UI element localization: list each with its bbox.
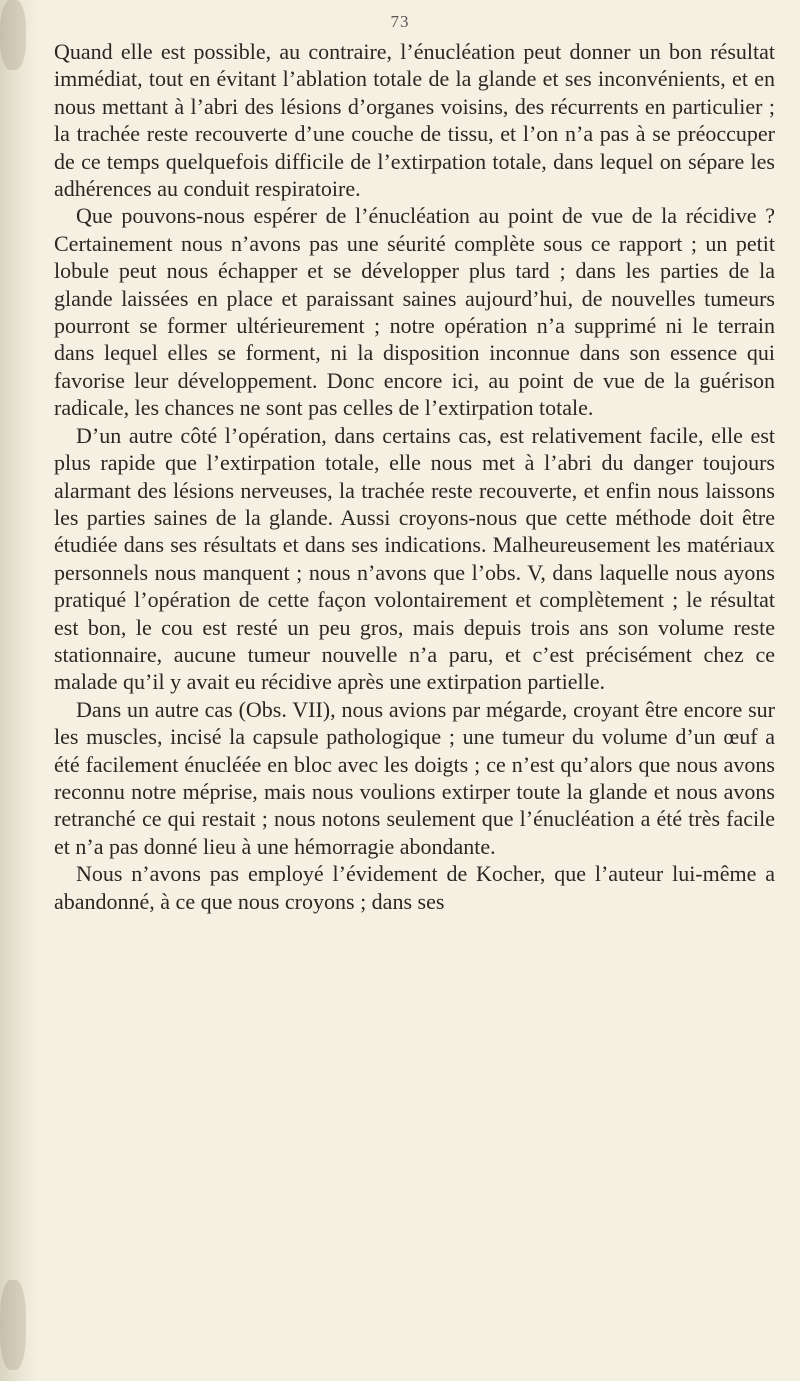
page-number: 73 — [390, 12, 410, 31]
paper-stain — [0, 1280, 26, 1370]
paragraph: D’un autre côté l’opération, dans certains cas, est relativement facile, elle est plus rapide que l’extirpation totale, elle nous met à l’abri du danger toujours alarmant des lésions nerveuses, la trachée reste recouverte, et enfin nous laissons les parties saines de la glande. Aussi croyons-nous que cette méthode doit être étudiée dans ses résultats et dans ses indications. Malheureusement les matériaux personnels nous manquent ; nous n’avons que l’obs. V, dans laquelle nous ayons pratiqué l’opération de cette façon volontairement et complètement ; le résultat est bon, le cou est resté un peu gros, mais depuis trois ans son volume reste stationnaire, aucune tumeur nouvelle n’a paru, et c’est précisément chez ce malade qu’il y avait eu récidive après une extirpation partielle. — [54, 422, 775, 695]
paper-stain — [0, 0, 26, 70]
body-text — [54, 38, 775, 915]
paragraph: Quand elle est possible, au contraire, l’énucléation peut donner un bon résultat immédiat, tout en évitant l’ablation totale de la glande et ses inconvénients, et en nous mettant à l’abri des lésions d’organes voisins, des récurrents en particulier ; la trachée reste recouverte d’une couche de tissu, et l’on n’a pas à se préoccuper de ce temps quelquefois difficile de l’extirpation totale, dans lequel on sépare les adhérences au conduit respiratoire. — [54, 39, 775, 202]
paragraph: Dans un autre cas (Obs. VII), nous avions par mégarde, croyant être encore sur les muscles, incisé la capsule pathologique ; une tumeur du volume d’un œuf a été facilement énucléée en bloc avec les doigts ; ce n’est qu’alors que nous avons reconnu notre méprise, mais nous voulions extirper toute la glande et nous avons retranché ce qui restait ; nous notons seulement que l’énucléation a été très facile et n’a pas donné lieu à une hémorragie abondante. — [54, 696, 775, 859]
paragraph: Que pouvons-nous espérer de l’énucléation au point de vue de la récidive ? Certainement nous n’avons pas une séurité complète sous ce rapport ; un petit lobule peut nous échapper et se développer plus tard ; dans les parties de la glande laissées en place et paraissant saines aujourd’hui, de nouvelles tumeurs pourront se former ultérieurement ; notre opération n’a supprimé ni le terrain dans lequel elles se forment, ni la disposition inconnue dans son essence qui favorise leur développement. Donc encore ici, au point de vue de la guérison radicale, les chances ne sont pas celles de l’extirpation totale. — [54, 203, 775, 421]
paragraph: Nous n’avons pas employé l’évidement de Kocher, que l’auteur lui-même a abandonné, à ce que nous croyons ; dans ses — [54, 861, 775, 914]
